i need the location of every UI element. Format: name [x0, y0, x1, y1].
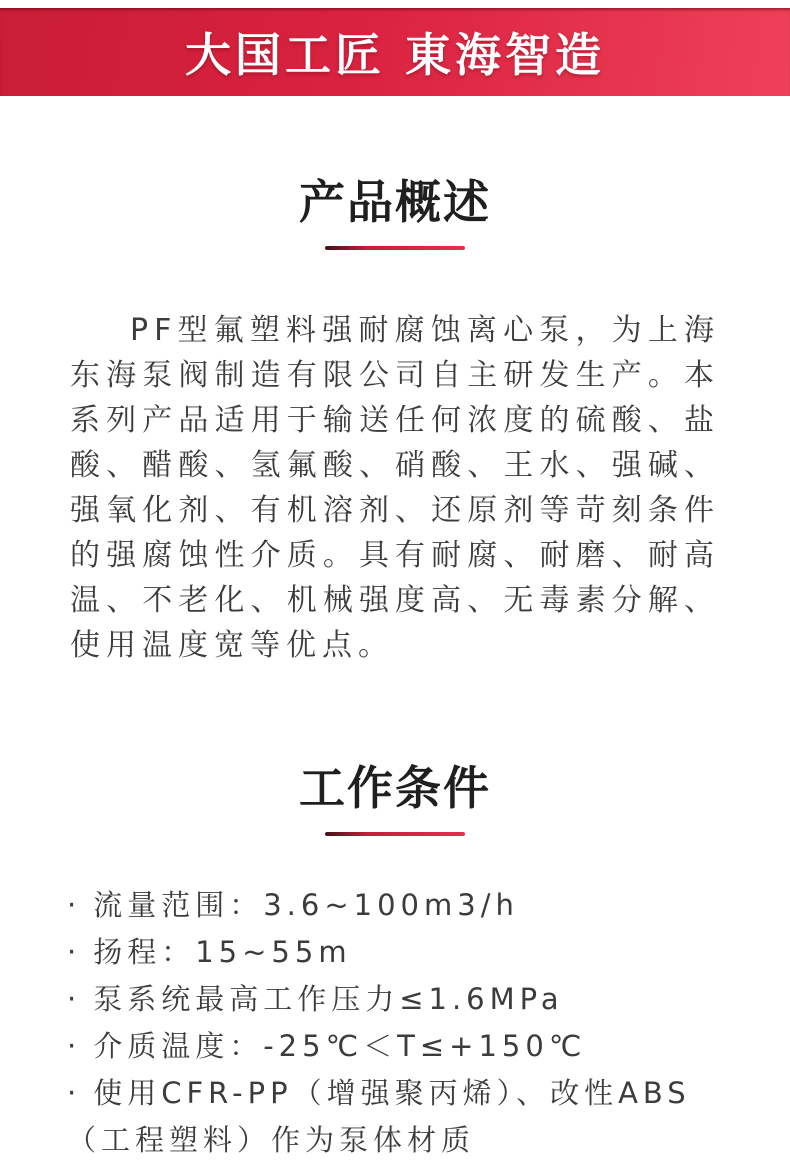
- bullet-dot: ·: [67, 1076, 82, 1110]
- spec-item-pump-body-material: [67, 1070, 723, 1164]
- spec-text-medium-temperature: 介质温度：-25℃＜T≤+150℃: [93, 1029, 587, 1063]
- spec-text-max-pressure: 泵系统最高工作压力≤1.6MPa: [93, 982, 564, 1016]
- spec-item-medium-temperature: [67, 1023, 723, 1070]
- heading-underline: [325, 832, 465, 836]
- bullet-dot: ·: [67, 888, 82, 922]
- spec-text-pump-body-material: 使用CFR-PP（增强聚丙烯）、改性ABS（工程塑料）作为泵体材质: [67, 1076, 691, 1157]
- heading-underline: [325, 246, 465, 250]
- bullet-dot: ·: [67, 1029, 82, 1063]
- bullet-dot: ·: [67, 982, 82, 1016]
- spec-text-head: 扬程：15~55m: [93, 935, 352, 969]
- overview-paragraph: PF型氟塑料强耐腐蚀离心泵，为上海东海泵阀制造有限公司自主研发生产。本系列产品适用于输送任何浓度的硫酸、盐酸、醋酸、氢氟酸、硝酸、王水、强碱、强氧化剂、有机溶剂、还原剂等苛刻条件的强腐蚀性介质。具有耐腐、耐磨、耐高温、不老化、机械强度高、无毒素分解、使用温度宽等优点。: [70, 313, 720, 663]
- spec-text-flow-range: 流量范围：3.6~100m3/h: [93, 888, 519, 922]
- spec-list: [67, 882, 723, 1164]
- bullet-dot: ·: [67, 935, 82, 969]
- section-working-conditions: [0, 752, 790, 1164]
- spec-item-max-pressure: [67, 976, 723, 1023]
- banner-title: 大国工匠 東海智造: [184, 28, 605, 82]
- spec-item-flow-range: [67, 882, 723, 929]
- conditions-heading: 工作条件: [299, 761, 491, 815]
- spec-item-head: [67, 929, 723, 976]
- overview-heading: 产品概述: [299, 175, 491, 229]
- section-product-overview: [0, 166, 790, 668]
- top-banner: [0, 8, 790, 96]
